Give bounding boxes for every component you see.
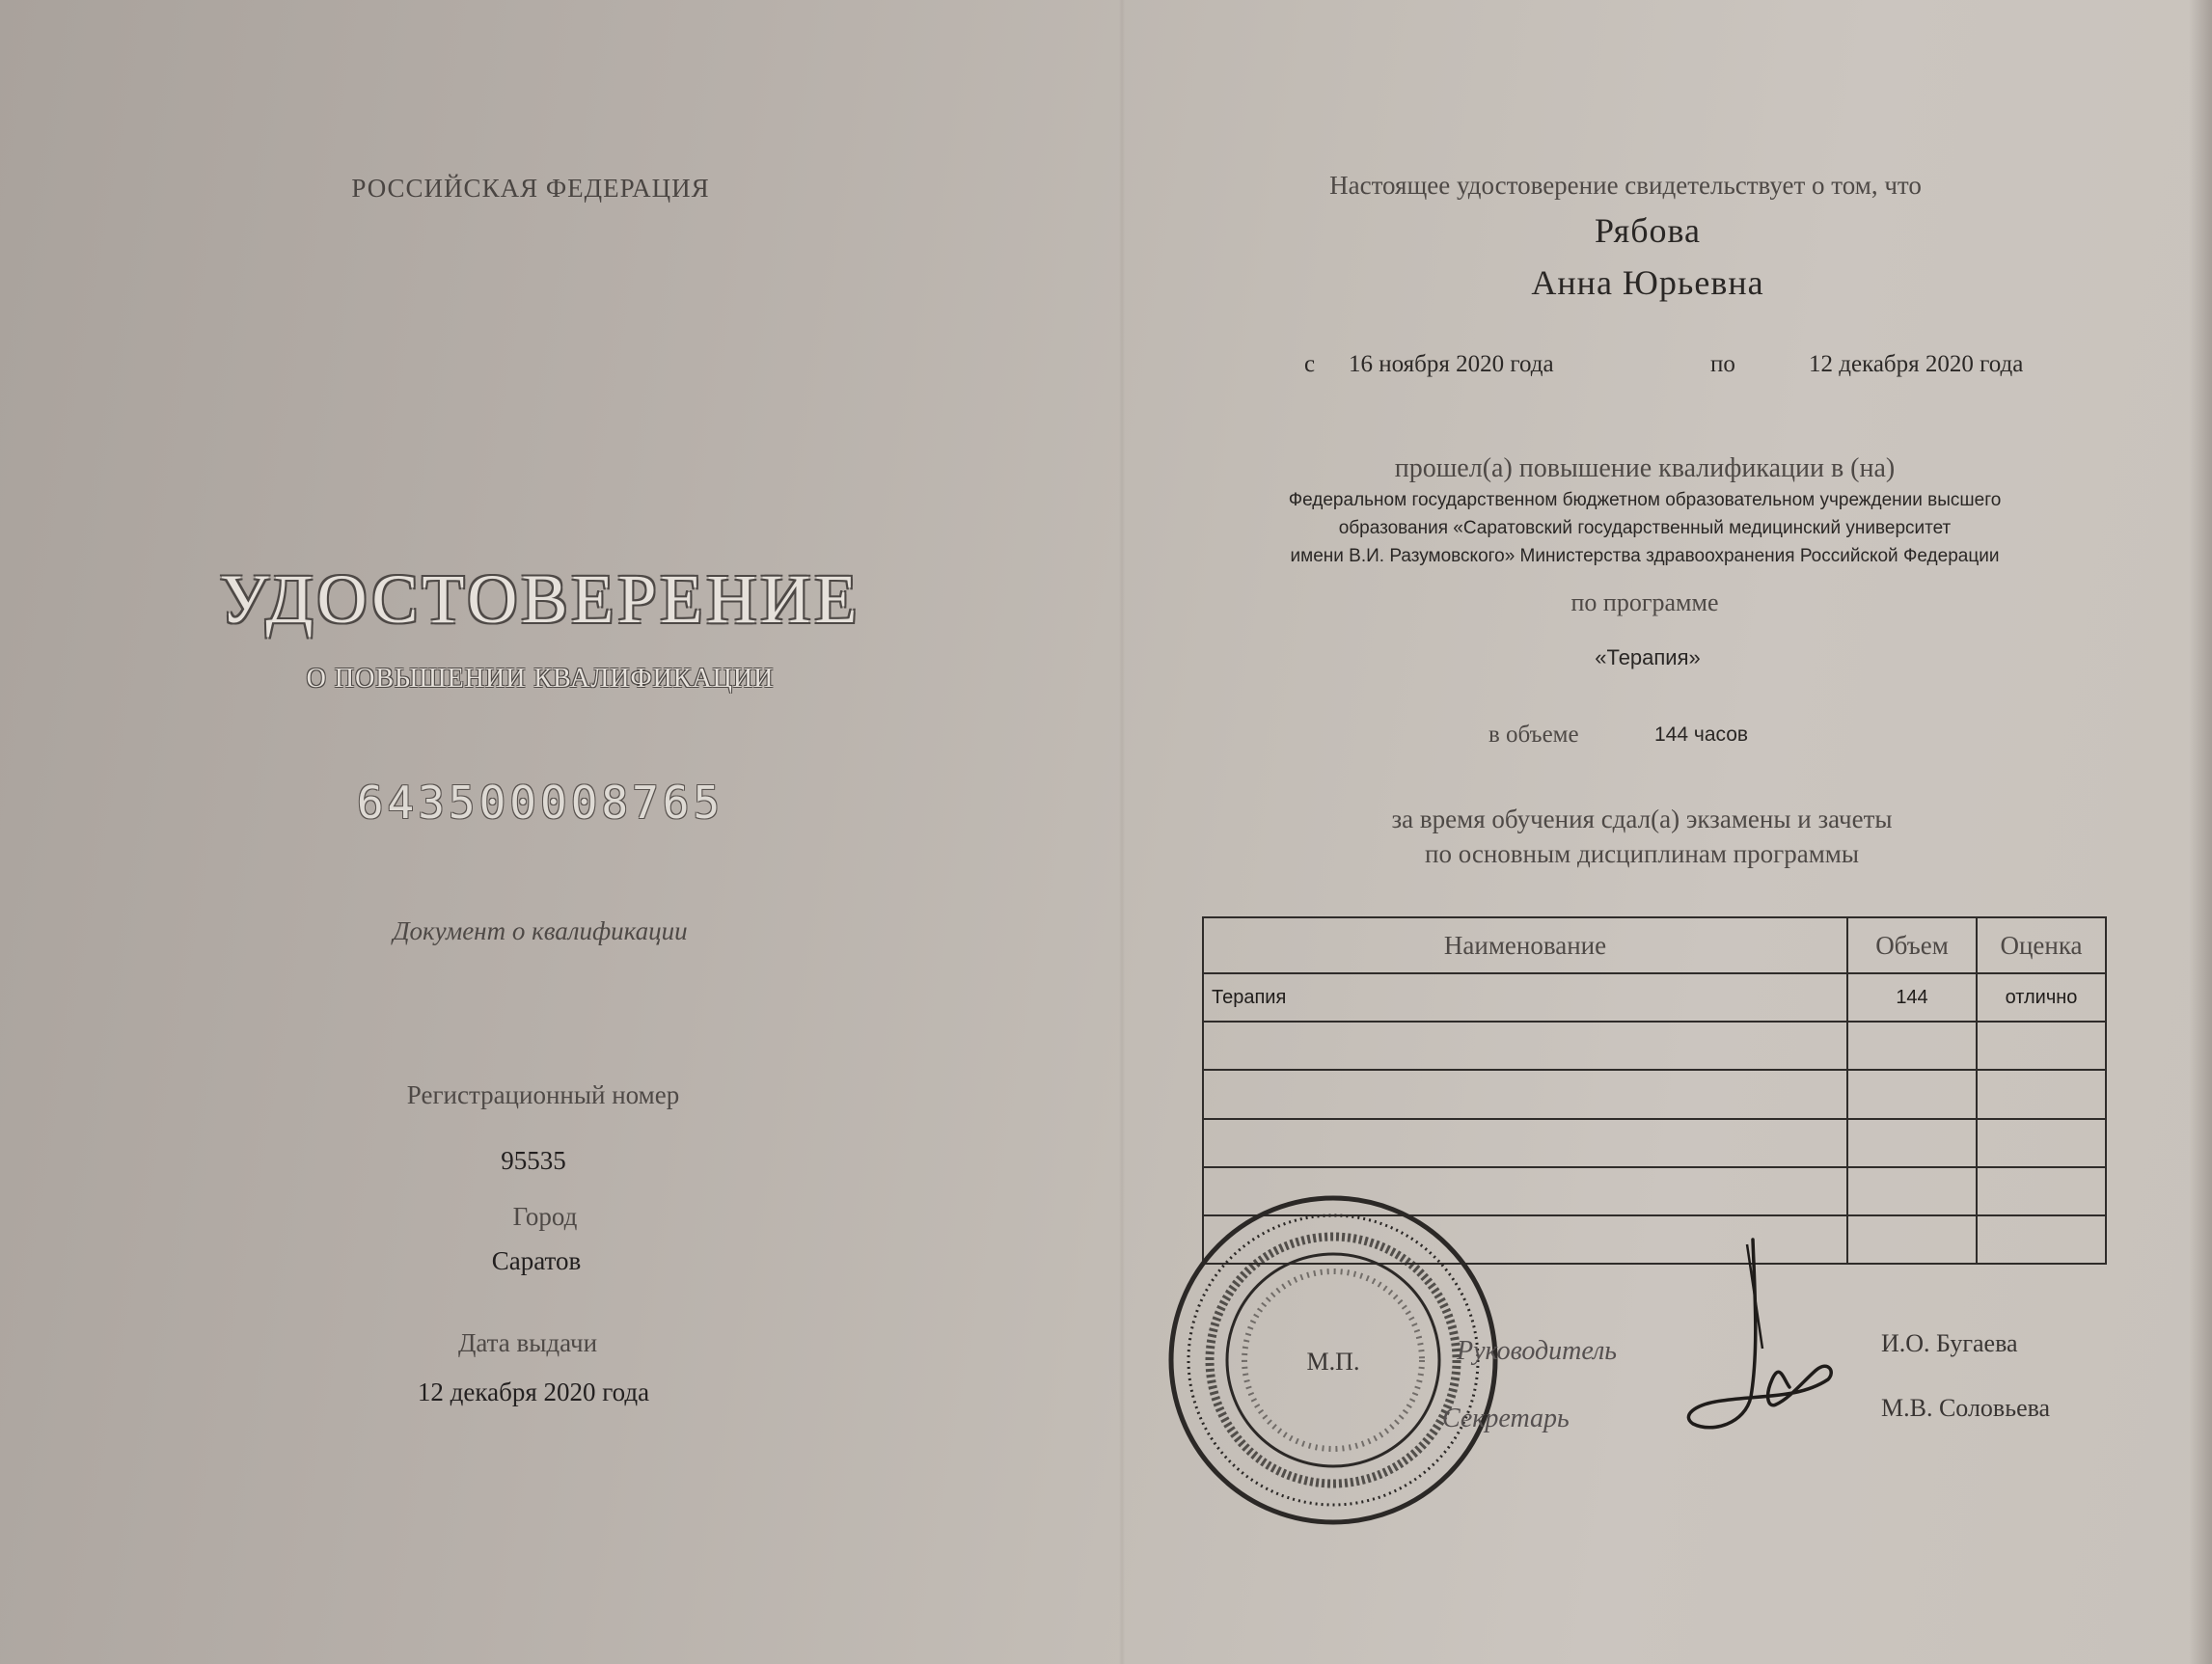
exam-line: за время обучения сдал(а) экзамены и зачеты: [1391, 805, 1893, 833]
program-label: по программе: [1570, 588, 1719, 616]
table-row: [1203, 1119, 2106, 1167]
discipline-volume: [1847, 1167, 1977, 1215]
from-label: с: [1304, 351, 1316, 377]
holder-surname: Рябова: [1594, 211, 1702, 250]
table-row: [1203, 973, 2106, 1022]
institution-line: имени В.И. Разумовского» Министерства здравоохранения Российской Федерации: [1290, 546, 2000, 566]
discipline-name: [1203, 1022, 1847, 1070]
table-header-row: [1203, 917, 2106, 973]
discipline-volume: [1847, 1119, 1977, 1167]
to-label: по: [1710, 351, 1735, 377]
secretary-name: М.В. Соловьева: [1881, 1394, 2051, 1422]
exam-line: по основным дисциплинам программы: [1424, 839, 1860, 868]
volume-value: 144 часов: [1654, 723, 1749, 746]
institution-line: Федеральном государственном бюджетном образовательном учреждении высшего: [1288, 490, 2002, 510]
discipline-grade: [1977, 1070, 2106, 1118]
discipline-name: [1203, 1070, 1847, 1118]
head-name: И.О. Бугаева: [1881, 1329, 2018, 1357]
discipline-volume: 144: [1847, 973, 1977, 1022]
official-seal-icon: [1164, 1191, 1502, 1529]
country-name: РОССИЙСКАЯ ФЕДЕРАЦИЯ: [351, 174, 710, 203]
document-title: УДОСТОВЕРЕНИЕ: [219, 560, 861, 638]
issue-date-label: Дата выдачи: [457, 1328, 598, 1357]
discipline-grade: [1977, 1022, 2106, 1070]
program-name: «Терапия»: [1595, 645, 1701, 669]
discipline-volume: [1847, 1022, 1977, 1070]
discipline-grade: [1977, 1215, 2106, 1264]
issue-date: 12 декабря 2020 года: [417, 1378, 650, 1406]
table-row: [1203, 1022, 2106, 1070]
passed-text: прошел(а) повышение квалификации в (на): [1394, 453, 1896, 483]
paper-edge-shadow: [2189, 0, 2212, 1664]
discipline-name: Терапия: [1203, 973, 1847, 1022]
column-header-volume: Объем: [1847, 917, 1977, 973]
discipline-grade: [1977, 1167, 2106, 1215]
column-header-name: Наименование: [1203, 917, 1847, 973]
discipline-grade: [1977, 1119, 2106, 1167]
document-subtitle: О ПОВЫШЕНИИ КВАЛИФИКАЦИИ: [306, 664, 775, 694]
discipline-volume: [1847, 1070, 1977, 1118]
institution-line: образования «Саратовский государственный медицинский университет: [1338, 518, 1952, 538]
table-row: [1203, 1070, 2106, 1118]
holder-given-names: Анна Юрьевна: [1531, 263, 1764, 302]
head-role-label: Руководитель: [1457, 1336, 1618, 1366]
from-date: 16 ноября 2020 года: [1349, 351, 1554, 377]
secretary-role-label: Секретарь: [1442, 1404, 1570, 1433]
serial-number: 643500008765: [356, 777, 724, 829]
document-kind: Документ о квалификации: [393, 916, 688, 945]
registration-label: Регистрационный номер: [406, 1080, 680, 1109]
registration-number: 95535: [501, 1146, 566, 1175]
volume-label: в объеме: [1488, 722, 1579, 748]
discipline-grade: отлично: [1977, 973, 2106, 1022]
seal-label: М.П.: [1306, 1348, 1360, 1376]
page-fold: [1119, 0, 1125, 1664]
to-date: 12 декабря 2020 года: [1809, 351, 2024, 377]
column-header-grade: Оценка: [1977, 917, 2106, 973]
discipline-name: [1203, 1119, 1847, 1167]
city-value: Саратов: [491, 1246, 582, 1275]
certificate-intro: Настоящее удостоверение свидетельствует о том, что: [1329, 171, 1922, 200]
city-label: Город: [512, 1202, 578, 1231]
handwritten-signature-icon: [1683, 1235, 1838, 1437]
discipline-volume: [1847, 1215, 1977, 1264]
